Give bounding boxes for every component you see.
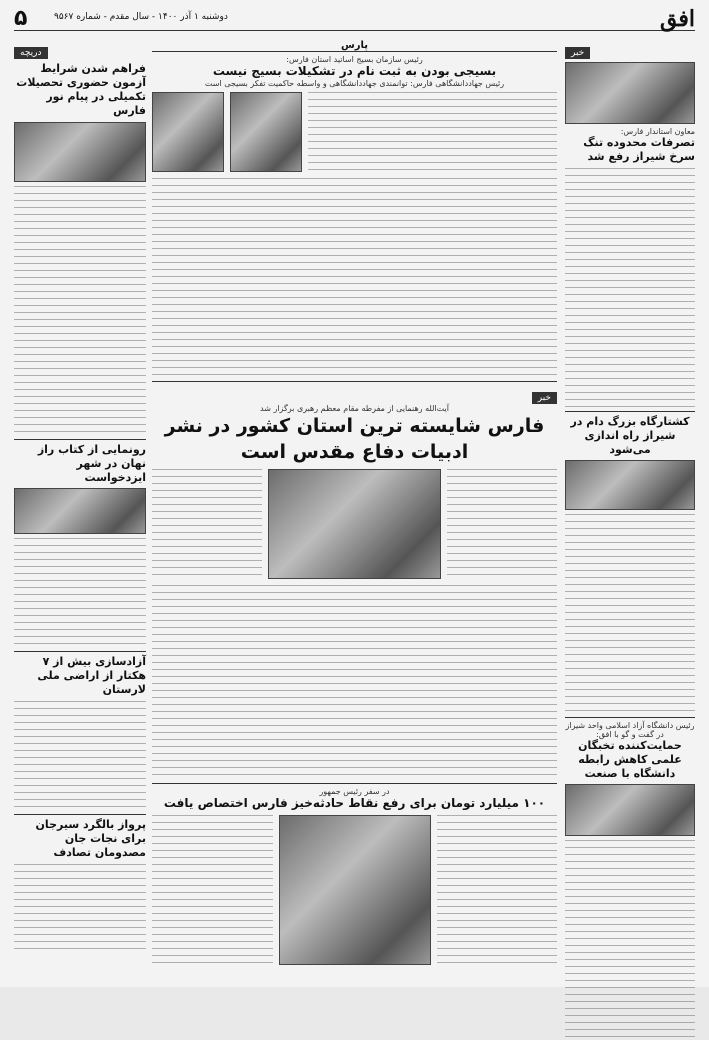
kicker: در سفر رئیس جمهور	[319, 787, 390, 796]
page-number: ۵	[14, 6, 28, 31]
headline-helicopter: پرواز بالگرد سیرجان برای نجات جان مصدومان تصادف	[35, 818, 146, 859]
article-body	[308, 92, 557, 172]
section-tag: خبر	[565, 47, 590, 59]
official-photo	[565, 460, 695, 510]
article-body	[565, 514, 695, 714]
book-launch-photo	[14, 488, 146, 534]
article-body	[14, 186, 146, 436]
section-tag: خبر	[532, 392, 557, 404]
article-body	[152, 469, 262, 579]
left-column	[14, 40, 146, 975]
headline-basij: بسیجی بودن به ثبت نام در تشکیلات بسیج نیست	[212, 64, 497, 78]
landscape-photo	[565, 62, 695, 124]
right-column	[565, 40, 695, 975]
portrait-photo	[152, 92, 224, 172]
article-body	[14, 701, 146, 811]
masthead	[14, 8, 695, 31]
kicker: آیت‌الله رهنمایی از مفرطه مقام معظم رهبری برگزار شد	[260, 404, 449, 413]
headline-payam-noor: فراهم شدن شرایط آزمون حضوری تحصیلات تکمیلی در پیام نور فارس	[16, 62, 146, 117]
section-name: پارس	[152, 40, 557, 52]
highway-photo	[279, 815, 431, 965]
article-body	[152, 585, 557, 780]
newspaper-logo: افق	[660, 6, 695, 32]
article-body	[152, 815, 273, 965]
headline-university: حمایت‌کننده تخبگان علمی کاهش رابطه دانشگاه با صنعت	[578, 739, 682, 780]
section-tag: دریچه	[14, 47, 48, 59]
kicker: رئیس سازمان بسیج اساتید استان فارس:	[286, 55, 423, 64]
headline-lands: آزادسازی بیش از ۷ هکتار از اراضی ملی لارستان	[37, 655, 146, 696]
headline-book: رونمایی از کتاب راز نهان در شهر ایزدخواست	[37, 443, 146, 484]
kicker: معاون استاندار فارس:	[620, 127, 695, 136]
article-body	[14, 864, 146, 954]
portrait-photo	[230, 92, 302, 172]
headline-tang-sorkh: تصرفات محدوده تنگ سرخ شیراز رفع شد	[583, 136, 695, 163]
meeting-photo	[565, 784, 695, 836]
article-body	[14, 538, 146, 648]
award-ceremony-photo	[268, 469, 441, 579]
exam-photo	[14, 122, 146, 182]
article-body	[447, 469, 557, 579]
article-body	[565, 168, 695, 408]
article-body	[437, 815, 558, 965]
center-column	[152, 40, 557, 975]
article-body	[565, 840, 695, 1040]
subhead: رئیس جهاددانشگاهی فارس: توانمندی جهاددانشگاهی و واسطه حاکمیت تفکر بسیجی است	[204, 79, 505, 88]
kicker: رئیس دانشگاه آزاد اسلامی واحد شیراز در گفت و گو با افق:	[565, 721, 695, 739]
headline-sacred-defense: فارس شایسته ترین استان کشور در نشر ادبیات دفاع مقدس است	[164, 415, 545, 463]
headline-slaughterhouse: کشتارگاه بزرگ دام در شیراز راه اندازی می‌شود	[570, 415, 690, 456]
dateline: دوشنبه ۱ آذر ۱۴۰۰ - سال مقدم - شماره ۹۵۶۷	[54, 12, 228, 22]
article-body	[152, 178, 557, 378]
headline-road-funds: ۱۰۰ میلیارد تومان برای رفع نقاط حادثه‌خیز فارس اختصاص یافت	[163, 796, 546, 810]
